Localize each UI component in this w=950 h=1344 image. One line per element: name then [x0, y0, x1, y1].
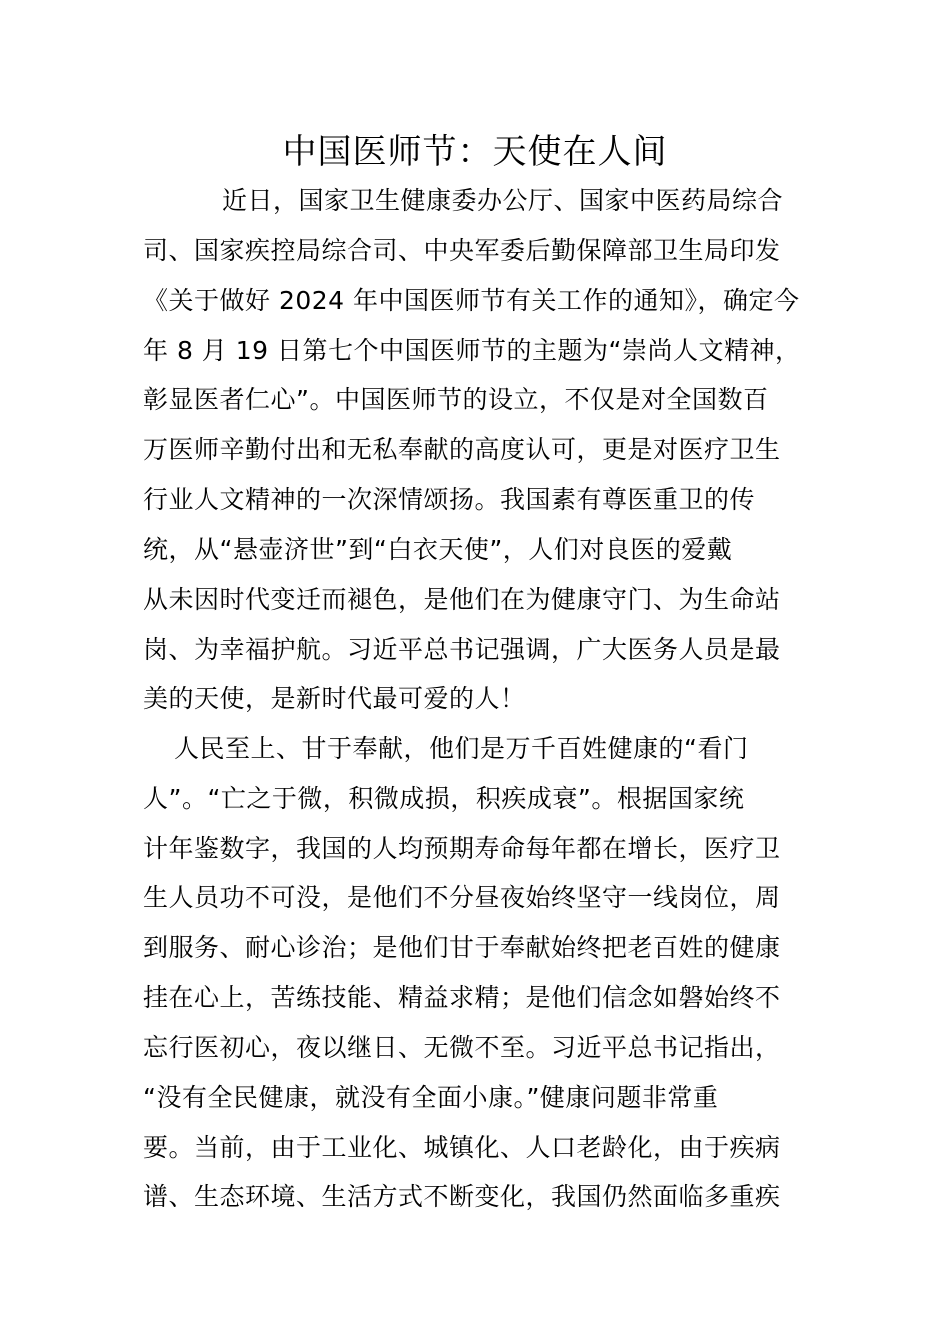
paragraph-line: 近日，国家卫生健康委办公厅、国家中医药局综合	[222, 186, 784, 215]
paragraph-line: 《关于做好 2024 年中国医师节有关工作的通知》，确定今	[143, 286, 800, 315]
paragraph-line: 美的天使，是新时代最可爱的人！	[143, 684, 526, 713]
paragraph-line: 年 8 月 19 日第七个中国医师节的主题为“崇尚人文精神，	[143, 336, 801, 365]
paragraph-line: 挂在心上，苦练技能、精益求精；是他们信念如磐始终不	[143, 983, 781, 1012]
paragraph-line: 生人员功不可没，是他们不分昼夜始终坚守一线岗位，周	[143, 883, 781, 912]
paragraph-line: 谱、生态环境、生活方式不断变化，我国仍然面临多重疾	[143, 1182, 781, 1211]
paragraph-line: 从未因时代变迁而褪色，是他们在为健康守门、为生命站	[143, 585, 781, 614]
paragraph-line: “没有全民健康，就没有全面小康。”健康问题非常重	[143, 1083, 719, 1112]
paragraph-line: 忘行医初心，夜以继日、无微不至。习近平总书记指出，	[143, 1033, 781, 1062]
paragraph-line: 统，从“悬壶济世”到“白衣天使”，人们对良医的爱戴	[143, 535, 733, 564]
paragraph-line: 万医师辛勤付出和无私奉献的高度认可，更是对医疗卫生	[143, 435, 781, 464]
paragraph-line: 人”。“亡之于微，积微成损，积疾成衰”。根据国家统	[143, 784, 745, 813]
paragraph-line: 计年鉴数字，我国的人均预期寿命每年都在增长，医疗卫	[143, 834, 781, 863]
paragraph-line: 彰显医者仁心”。中国医师节的设立，不仅是对全国数百	[143, 385, 769, 414]
document-title: 中国医师节：天使在人间	[282, 132, 668, 172]
paragraph-line: 人民至上、甘于奉献，他们是万千百姓健康的“看门	[174, 734, 749, 763]
paragraph-line: 要。当前，由于工业化、城镇化、人口老龄化，由于疾病	[143, 1133, 781, 1162]
paragraph-line: 岗、为幸福护航。习近平总书记强调，广大医务人员是最	[143, 635, 781, 664]
paragraph-line: 到服务、耐心诊治；是他们甘于奉献始终把老百姓的健康	[143, 933, 781, 962]
paragraph-line: 司、国家疾控局综合司、中央军委后勤保障部卫生局印发	[143, 236, 781, 265]
paragraph-line: 行业人文精神的一次深情颂扬。我国素有尊医重卫的传	[143, 485, 756, 514]
